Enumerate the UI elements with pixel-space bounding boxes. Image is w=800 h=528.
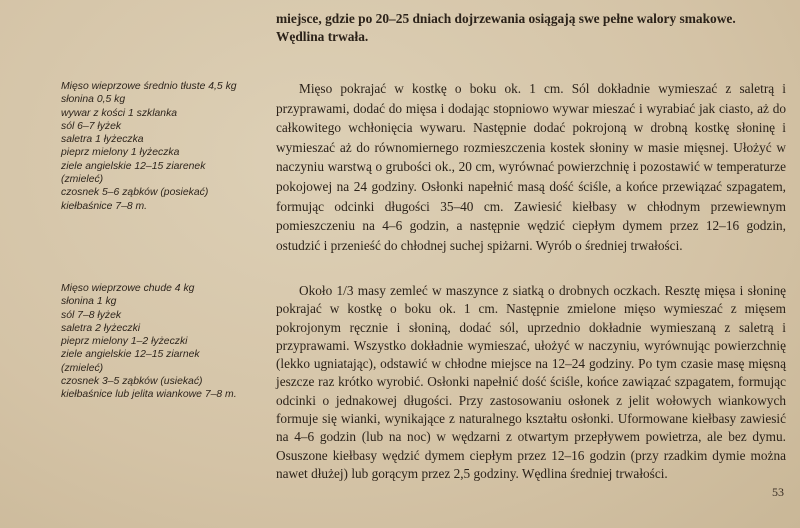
ingredient: (zmieleć) — [61, 174, 104, 186]
ingredient: sól 7–8 łyżek — [61, 309, 122, 321]
ingredient: słonina 1 kg — [61, 296, 117, 308]
ingredient: (zmieleć) — [61, 362, 104, 374]
ingredient: pieprz mielony 1 łyżeczka — [61, 147, 180, 159]
ingredient: kiełbaśnice lub jelita wiankowe 7–8 m. — [61, 389, 237, 401]
recipe2-instructions — [276, 282, 786, 483]
continued-text-line: Wędlina trwała. — [276, 28, 369, 44]
recipe1-paragraph: Mięso pokrajać w kostkę o boku ok. 1 cm. Sól dokładnie wymieszać z saletrą i przyprawami, dodać do mięsa i dodając stopniowo wywar mieszać i wyrabiać jak ciasto, aż do całkowitego wchłonięcia wywaru. Następnie dodać pokrojoną w drobną kostkę słoninę i wymieszać aż do równomiernego rozmieszczenia kostek słoniny w masie mięsnej. Ułożyć w naczyniu warstwą o grubości ok., 20 cm, wyrównać powierzchnię i pozostawić w temperaturze pokojowej na 24 godziny. Osłonki napełnić masą dość ściśle, a końce przewiązać szpagatem, formując odcinki długości 35–40 cm. Zawiesić kiełbasy w chłodnym przewiewnym pomieszczeniu na 4–6 godzin, a następnie wędzić ciepłym dymem przez 12–16 godzin, ostudzić i przenieść do chłodnej suchej spiżarni. Wyrób o średniej trwałości. — [276, 81, 786, 253]
ingredient: sól 6–7 łyżek — [61, 120, 122, 132]
recipe1-instructions — [276, 79, 786, 255]
ingredient: czosnek 3–5 ząbków (usiekać) — [61, 376, 203, 388]
ingredient: kiełbaśnice 7–8 m. — [61, 200, 148, 212]
continued-text-line: miejsce, gdzie po 20–25 dniach dojrzewania osiągają swe pełne walory smakowe. — [276, 11, 736, 26]
ingredient: ziele angielskie 12–15 ziarenek — [61, 160, 206, 172]
ingredient: czosnek 5–6 ząbków (posiekać) — [61, 187, 209, 199]
ingredient: Mięso wieprzowe średnio tłuste 4,5 kg — [61, 81, 237, 92]
recipe2-paragraph: Około 1/3 masy zemleć w maszynce z siatką o drobnych oczkach. Resztę mięsa i słoninę pokrajać w kostkę o boku ok. 1 cm. Następnie zmielone mięso wymieszać z mięsem pokrojonym ręcznie i słoniną, dodać sól, uprzednio dokładnie wymieszaną z saletrą i przyprawami. Wszystko dokładnie wymieszać, ułożyć w naczyniu, wyrównując powierzchnię (lekko ugniatając), odstawić w chłodne miejsce na 12–24 godziny. Po tym czasie masę mięsną jeszcze raz krótko wyrobić. Osłonki napełnić dość ściśle, końce zawiązać szpagatem, formując odcinki o jednakowej długości. Przy zastosowaniu osłonek z jelit wołowych wiankowych formuje się wianki, wynikające z naturalnego kształtu osłonki. Uformowane kiełbasy zawiesić na 4–6 godzin (lub na noc) w wędzarni z otwartym przepływem powietrza, ale bez dymu. Osuszone kiełbasy wędzić dymem ciepłym przez 12–16 godzin (przy rzadkim dymie można nawet dłużej) lub gorącym przez 2,5 godziny. Wędlina średniej trwałości. — [276, 283, 786, 481]
page-number: 53 — [772, 485, 784, 499]
ingredient: słonina 0,5 kg — [61, 94, 126, 106]
recipe2-ingredients — [61, 282, 266, 402]
ingredient: saletra 1 łyżeczka — [61, 134, 144, 146]
ingredient: ziele angielskie 12–15 ziarnek — [61, 349, 200, 361]
ingredient: wywar z kości 1 szklanka — [61, 107, 178, 119]
ingredient: saletra 2 łyżeczki — [61, 322, 141, 334]
recipe1-ingredients — [61, 80, 266, 213]
continued-text — [276, 10, 786, 45]
ingredient: pieprz mielony 1–2 łyżeczki — [61, 336, 188, 348]
ingredient: Mięso wieprzowe chude 4 kg — [61, 283, 195, 294]
